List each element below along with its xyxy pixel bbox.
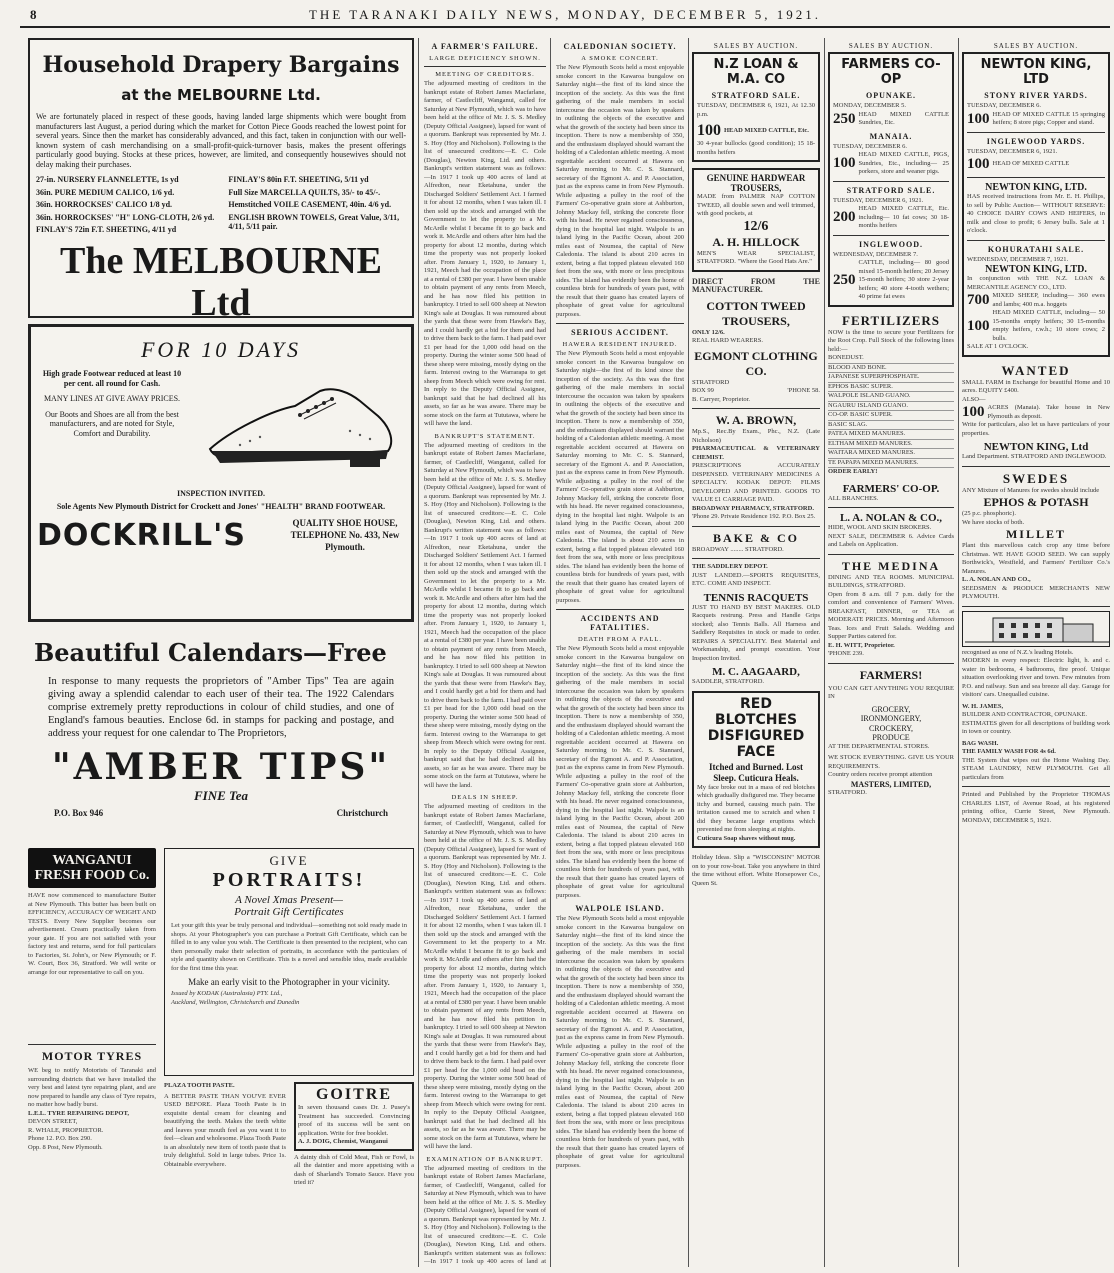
sale-place: KOHURATAHI SALE. <box>987 244 1085 254</box>
lot-number: 700 <box>967 292 990 308</box>
hardware-title: GENUINE HARDWEAR TROUSERS, <box>706 173 806 193</box>
medina-body: Open from 8 a.m. till 7 p.m. daily for the comfort and convenience of Farmers' Wives. BREAKFAST, DINNER, or TEA at MODERATE PRICES. Morning and Afternoon Teas. Ices and Fruit Salads. Wedding and Supper Parties catered for. <box>828 590 954 640</box>
shoe-icon <box>200 371 400 481</box>
bagwash-sub: THE FAMILY WASH FOR 4s 6d. <box>962 748 1056 755</box>
nz-loan-ad <box>692 52 820 162</box>
farmers-coop-title: FARMERS CO-OP <box>833 57 949 87</box>
price-item: 36in. HORROCKSES' CALICO 1/8 yd. <box>36 200 173 209</box>
price-item: ENGLISH BROWN TOWELS, Great Value, 3/11, 4/11, 5/11 pair. <box>228 212 400 231</box>
price-item: 36in. HORROCKSES' "H" LONG-CLOTH, 2/6 yd. <box>36 212 215 222</box>
sale-place: OPUNAKE. <box>866 91 916 100</box>
portraits-sub2: Portrait Gift Certificates <box>234 906 344 918</box>
millet-title: MILLET <box>1005 527 1066 541</box>
melbourne-subhead: at the MELBOURNE Ltd. <box>121 86 321 104</box>
calendars-city: Christchurch <box>336 808 388 818</box>
news-column-3 <box>424 38 546 1267</box>
calendars-po: P.O. Box 946 <box>54 808 104 818</box>
wisconsin-ad: Holiday Ideas. Slip a "WISCONSIN" MOTOR on to your row-boat. Take you anywhere in third the time without effort. White Horsepower Co., Queen St. <box>692 854 820 887</box>
masters-name: MASTERS, LIMITED, <box>850 779 932 789</box>
sale-date: TUESDAY, DECEMBER 6, 1921. <box>833 196 924 204</box>
page-number: 8 <box>30 7 40 22</box>
cotton-price: ONLY 12/6. <box>692 328 725 336</box>
motor-owner: R. WHALE, PROPRIETOR. <box>28 1126 104 1134</box>
headline: CALEDONIAN SOCIETY. <box>563 42 677 51</box>
goitre-firm: A. J. DOIG, Chemist, Wanganui <box>298 1138 388 1145</box>
fertilizer-item: BONEDUST. <box>828 354 954 364</box>
cuticura-firm: Cuticura Soap shaves without mug. <box>697 834 796 842</box>
tennis-title: TENNIS RACQUETS <box>703 591 809 604</box>
bagwash-body: THE System that wipes out the Home Washing Day. STEAM LAUNDRY, NEW PLYMOUTH. Get all particulars from <box>962 756 1110 781</box>
sale-place: MANAIA. <box>869 131 913 141</box>
hillock-sub: MEN'S WEAR SPECIALIST, STRATFORD. "Where the Good Hats Are." <box>697 249 815 265</box>
wanted-body: SMALL FARM in Exchange for beautiful Home and 10 acres. EQUITY £400. <box>962 378 1110 394</box>
sales-by-auction: SALES BY AUCTION. <box>993 42 1079 50</box>
write-body: Write for particulars, also let us have particulars of your properties. <box>962 421 1110 437</box>
article-body: The New Plymouth Scots held a most enjoyable smoke concert in the Kawaroa bungalow on Saturday night—the first of its kind since the inception of the society. As this was the first gathering of the male members in social intercourse the occasion was taken by speakers in outlining the objects of the executive and what the growth of the society had been since its inception. There is now a membership of 350, and the enthusiasm displayed should warrant the holding of a Caledonian athletic meeting. A most regrettable accident occurred at Hawera on Saturday morning to Mr. C. S. Stannard, secretary of the Egmont A. and P. Association, just as the express came in from New Plymouth. While adjusting a pulley in the roof of the Farmers' Co-operative grain store at Ashburton, Johnny Mackay fell, striking the concrete floor with his head. He never regained consciousness, dying in the hospital last night. Walpole is an island lying in the Pacific Ocean, about 200 miles east of Noumea, the capital of New Caledonia. The island is about 210 acres in extent, being a flat topped plateau elevated 160 feet from the sea, with more or less precipitous sides. The island has evidently been the home of countless birds for hundreds of years past, with the result that their guano has created layers of phosphate of great value for agricultural purposes. <box>556 645 684 899</box>
newton-king-land-sub: Land Department. STRATFORD AND INGLEWOOD. <box>962 453 1107 460</box>
lot-number: 200 <box>833 209 856 226</box>
fertilizer-item: CO-OP. BASIC SUPER. <box>828 411 954 421</box>
cuticura-headline: RED BLOTCHES DISFIGURED FACE <box>707 695 805 760</box>
masters-sub: STRATFORD. <box>828 789 867 796</box>
calendars-headline: Beautiful Calendars—Free <box>34 638 387 667</box>
ephos-body: We have stocks of both. <box>962 518 1025 526</box>
nz-loan-sale: STRATFORD SALE. <box>711 91 801 100</box>
melbourne-ad <box>28 38 414 318</box>
portraits-sub1: A Novel Xmas Present— <box>235 894 343 906</box>
fertilizer-item: WALPOLE ISLAND GUANO. <box>828 392 954 402</box>
acres-number: 100 <box>962 404 985 420</box>
goitre-ad <box>294 1082 414 1151</box>
produce: PRODUCE <box>872 733 910 742</box>
newton-king-title: NEWTON KING, LTD <box>967 57 1105 87</box>
motor-phone: Phone 12. P.O. Box 290. <box>28 1135 92 1142</box>
broadway-name: BROADWAY PHARMACY, STRATFORD. <box>692 504 814 512</box>
subhead: DEALS IN SHEEP. <box>451 794 519 801</box>
ads-column-5 <box>692 38 820 1267</box>
newton-king-sub: NEWTON KING, LTD. <box>985 264 1087 275</box>
cuticura-body: My face broke out in a mass of red blotches which gradually disfigured me. They became itchy and burned, causing much pain. The irritation caused me to scratch and when I did they became large eruptions which prevented me from sleeping at nights. <box>697 783 815 833</box>
subhead: A SMOKE CONCERT. <box>581 55 659 62</box>
sale-place: STRATFORD SALE. <box>846 185 936 195</box>
portraits-body: Let your gift this year be truly personal and individual—something not sold ready made in shops. At your Photographer's you can purchase a Portrait Gift Certificate, which can be filled in to any value you wish. The Certificate is then presented to the recipient, who can then personally make their selection of portraits, in accordance with the particulars of style and quantity shown on Certificate. This is a novel and sensible idea, made available for the first time this year. <box>171 922 407 972</box>
nz-loan-title: N.Z LOAN & M.A. CO <box>697 57 815 87</box>
egmont-owner: B. Carryer, Proprietor. <box>692 395 751 403</box>
egmont-box: BOX 99 <box>692 387 714 394</box>
melbourne-intro: We are fortunately placed in respect of these goods, having landed large shipments which were bought from manufacturers last August, a period during which the market for Cotton Piece Goods reached the lowest point for several years. Since then the market has considerably advanced, and this fact, taken in conjunction with our well-known system of cash merchandising on a small-profit-quick-turnover basis, makes the present offerings particularly good buying. Stocks at these prices, however, are limited, and consequently housewives should not delay making their purchases. <box>36 112 406 169</box>
price-item: Hemstitched VOILE CASEMENT, 40in. 4/6 yd. <box>228 200 392 209</box>
sale-date: TUESDAY, DECEMBER 6. <box>833 142 908 150</box>
hardware-price: 12/6 <box>743 218 769 234</box>
portraits-issuer2: Auckland, Wellington, Christchurch and Dunedin <box>171 998 300 1006</box>
fertilizer-item: BLOOD AND BONE. <box>828 364 954 374</box>
egmont-phone: 'PHONE 58. <box>787 387 820 394</box>
dockrill-tag: QUALITY SHOE HOUSE, TELEPHONE No. 433, New Plymouth. <box>290 518 400 552</box>
portraits-ad <box>164 848 414 1076</box>
cuticura-ad <box>692 691 820 849</box>
dockrill-agents: Sole Agents New Plymouth District for Crockett and Jones' "HEALTH" BRAND FOOTWEAR. <box>56 501 386 511</box>
sale-date: WEDNESDAY, DECEMBER 7. <box>833 250 918 258</box>
wanted-title: WANTED <box>1001 362 1071 378</box>
james-name: W. H. JAMES, <box>962 702 1004 710</box>
fertilizer-item: PATEA MIXED MANURES. <box>828 430 954 440</box>
brown-name: W. A. BROWN, <box>715 413 797 427</box>
dockrill-inspection: INSPECTION INVITED. <box>176 489 266 498</box>
fertilizer-item: EPHOS BASIC SUPER. <box>828 383 954 393</box>
lot-desc: MIXED SHEEP, including— 360 ewes and lambs; 400 m.a. hoggets <box>992 292 1105 308</box>
subhead: MEETING OF CREDITORS. <box>435 71 535 78</box>
swedes-body: ANY Mixture of Manures for swedes should include <box>962 486 1100 494</box>
fertilizers-title: FERTILIZERS <box>842 312 940 328</box>
anything: YOU CAN GET ANYTHING YOU REQUIRE IN <box>828 684 954 700</box>
dockrill-ad <box>28 324 414 622</box>
cotton-rhw: REAL HARD WEARERS. <box>692 337 763 344</box>
paste-body: A BETTER PASTE THAN YOU'VE EVER USED BEFORE. Plaza Tooth Paste is in exquisite dental cream for cleaning and beautifying the teeth. Makes the teeth white and leaves your mouth feel as you want it to feel—clean and wholesome. Plaza Tooth Paste is an absolutely new item of tooth paste that is truly delightful. Sold in large tubes. Price 1s. Obtainable everywhere. <box>164 1092 286 1168</box>
lot-desc: HEAD MIXED CATTLE Sundries, Etc. <box>858 110 949 126</box>
egmont-sub: STRATFORD <box>692 378 730 386</box>
acres-desc: ACRES (Manaia). Take house in New Plymouth as deposit. <box>987 404 1110 420</box>
article-body: The adjourned meeting of creditors in the bankrupt estate of Robert James Macfarlane, farmer, of Castlecliff, Wanganui, called for Saturday at New Plymouth, which was to have been held at the office of Mr. J. S. S. Medley (Deputy Official Assignee), lapsed for want of a quorum. Bankrupt was represented by Mr. J. S. Hoy (Hoy and Nicholson). Following is the list of unsecured creditors:—E. C. Cole (Douglas), Newton King, Ltd. and others. Bankrupt's written statement was as follows:—In 1917 I took up 400 acres of land at Alfredton, near Eketahuna, under the Discharged Soldiers' Settlement Act. I farmed it for about 12 months, when I was taken ill. I then sold up the stock and arranged with the Government to let the property to a Mr. McArdle whilst I became fit to go back and work it. McArdle and others after him had the property for about 12 months, during which time the property was not properly looked after. From January 1, 1920, to January 1, 1921, Meech had the occupation of the place at a rental of £380 per year. I have been unable to obtain payment of any rents from Meech, and he has now filed his petition in bankruptcy. I tried to sell 600 sheep at Newton King's sale at Douglas. It was rumoured about the yards that these were from Hawke's Bay, and I could hardly get a bid for them and had to drive them back to the farm. I had paid over £1 per head for the 1,000 odd head on the property. During the winter some 500 head of these sheep were missing, mostly dying on the farm. Interest owing to the Warrarapa to get sheep from Meech which were owing for rent. In reply to the Deputy Official Assignee, bankrupt said that he had declined all his assets, so far as he was aware. There may be some stock on the farm at Tututawa, where he will have the land. <box>424 80 546 427</box>
subhead: DEATH FROM A FALL. <box>578 636 662 643</box>
witt-phone: 'PHONE 239. <box>828 650 864 657</box>
sale-date: MONDAY, DECEMBER 5. <box>833 102 906 109</box>
article-body: The New Plymouth Scots held a most enjoyable smoke concert in the Kawaroa bungalow on Saturday night—the first of its kind since the inception of the society. As this was the first gathering of the male members in social intercourse the occasion was taken by speakers in outlining the objects of the executive and what the growth of the society had been since its inception. There is now a membership of 350, and the enthusiasm displayed should warrant the holding of a Caledonian athletic meeting. A most regrettable accident occurred at Hawera on Saturday morning to Mr. C. S. Stannard, secretary of the Egmont A. and P. Association, just as the express came in from New Plymouth. While adjusting a pulley in the roof of the Farmers' Co-operative grain store at Ashburton, Johnny Mackay fell, striking the concrete floor with his head. He never regained consciousness, dying in the hospital last night. Walpole is an island lying in the Pacific Ocean, about 200 miles east of Noumea, the capital of New Caledonia. The island is about 210 acres in extent, being a flat topped plateau elevated 160 feet from the sea, with more or less precipitous sides. The island has evidently been the home of countless birds for hundreds of years past, with the result that their guano has created layers of phosphate of great value for agricultural purposes. <box>556 64 684 318</box>
sale-place: STONY RIVER YARDS. <box>984 91 1088 100</box>
paste-head: PLAZA TOOTH PASTE. <box>164 1082 235 1089</box>
price-item: 27-in. NURSERY FLANNELETTE, 1s yd <box>36 175 179 184</box>
motor-firm: L.E.L. TYRE REPAIRING DEPOT, <box>28 1109 129 1117</box>
subhead: EXAMINATION OF BANKRUPT. <box>426 1155 544 1163</box>
price-item: 36in. PURE MEDIUM CALICO, 1/6 yd. <box>36 187 175 197</box>
brown-sub: Mp.S., Rec.By Exam., Phc., N.Z. (Late Nicholson) <box>692 428 820 444</box>
sale-place: INGLEWOOD YARDS. <box>986 136 1086 146</box>
wanganui-logo: WANGANUI FRESH FOOD Co. <box>28 848 156 888</box>
lot-desc: HEAD OF MIXED CATTLE <box>992 160 1070 168</box>
medina-sub: DINING AND TEA ROOMS. MUNICIPAL BUILDINGS, STRATFORD. <box>828 573 954 589</box>
lot-desc: HEAD MIXED CATTLE, Etc. <box>724 126 809 134</box>
egmont-name: EGMONT CLOTHING CO. <box>694 348 818 378</box>
all-branches: ALL BRANCHES. <box>828 494 879 502</box>
direct-label: DIRECT FROM THE MANUFACTURER. <box>692 276 820 294</box>
lot-number: 100 <box>833 155 856 172</box>
dockrill-text: MANY LINES AT GIVE AWAY PRICES. <box>43 394 181 403</box>
portraits-headline: PORTRAITS! <box>212 869 366 891</box>
headline: SERIOUS ACCIDENT. <box>571 328 669 337</box>
nolan-body: NEXT SALE, DECEMBER 6. Advice Cards and Labels on Application. <box>828 532 954 548</box>
subhead: HAWERA RESIDENT INJURED. <box>562 341 678 348</box>
james-sub: BUILDER AND CONTRACTOR, OPUNAKE. <box>962 711 1088 718</box>
stock-everything: WE STOCK EVERYTHING. GIVE US YOUR REQUIREMENTS. <box>828 754 954 770</box>
shoe-illustration <box>195 369 405 483</box>
melbourne-price-list <box>36 175 406 238</box>
order-early: ORDER EARLY! <box>828 468 878 475</box>
lot-number: 250 <box>833 110 856 127</box>
headline: WALPOLE ISLAND. <box>575 904 665 913</box>
sales-by-auction: SALES BY AUCTION. <box>848 42 934 50</box>
dockrill-text: Our Boots and Shoes are all from the best manufacturers, and are noted for Style, Comfort and Durability. <box>45 409 179 438</box>
price-item: Full Size MARCELLA QUILTS, 35/- to 45/-. <box>228 187 381 197</box>
newton-king-land: NEWTON KING, Ltd <box>983 441 1089 453</box>
lot-desc: HEAD OF MIXED CATTLE 15 springing heifers; 8 store pigs; Copper and stand. <box>992 110 1105 126</box>
motor-firm2: DEVON STREET, <box>28 1118 78 1125</box>
pharm-body: PRESCRIPTIONS ACCURATELY DISPENSED. VETERINARY MEDICINES A SPECIALTY. KODAK DEPOT: FILMS DEVELOPED AND PRINTED. GOODS TO VALUE £1 CARRIAGE PAID. <box>692 462 820 503</box>
price-item: FINLAY'S 72in F.T. SHEETING, 4/11 yd <box>36 225 177 234</box>
farmers-coop-ad <box>828 52 954 307</box>
farmers-headline: FARMERS! <box>859 667 923 682</box>
saddlery-body: JUST LANDED.—SPORTS REQUISITES, ETC. COME AND INSPECT. <box>692 571 820 587</box>
newton-king-sub: NEWTON KING, LTD. <box>985 182 1087 193</box>
bagwash-title: BAG WASH. <box>962 739 999 747</box>
sale-date: TUESDAY, DECEMBER 6, 1921. <box>967 147 1058 155</box>
goitre-headline: GOITRE <box>315 1086 392 1103</box>
nolan-name: L. A. NOLAN & CO., <box>839 512 943 524</box>
newton-king-ad <box>962 52 1110 357</box>
newton-king-body: HAS received instructions from Mr. E. H. Phillips, to sell by Public Auction— WITHOUT RESERVE: 40 CHOICE DAIRY COWS AND HEIFERS, in milk and close to profit; 6 Jersey bulls. Sale at 1 o'clock. <box>967 193 1105 234</box>
bake-sub: BROADWAY ........ STRATFORD. <box>692 545 784 553</box>
dockrill-name: DOCKRILL'S <box>37 517 246 553</box>
broadway-phone: 'Phone 29. Private Residence 192. P.O. Box 25. <box>692 513 816 520</box>
fertilizer-item: WAITARA MIXED MANURES. <box>828 449 954 459</box>
james-body: ESTIMATES given for all descriptions of building work in town or country. <box>962 719 1110 735</box>
saddlery-title: THE SADDLERY DEPOT. <box>692 563 768 570</box>
ad-column-left <box>28 38 414 1267</box>
hillock-ad <box>692 168 820 272</box>
hotel-building-icon <box>963 612 1109 646</box>
dockrill-text: High grade Footwear reduced at least 10 per cent. all round for Cash. <box>42 369 182 388</box>
fertilizer-item: JAPANESE SUPERPHOSPHATE. <box>828 373 954 383</box>
goitre-body: In seven thousand cases Dr. J. Pusey's Treatment has succeeded. Convincing proof of its success will be sent on application. Write for free booklet. <box>298 1104 410 1137</box>
hotel-body: MODERN in every respect: Electric light, h. and c. water in bedrooms, 4 bathrooms, fire proof. Unique situation overlooking river and town. Few minutes from P.O. and railway. Sun and sea breeze all day. Garage for visitors' cars. Unequalled cuisine. <box>962 657 1110 698</box>
motor-body: WE beg to notify Motorists of Taranaki and surrounding districts that we have installed the very best and latest tyre repairing plant, and are now prepared to handle any class of Tyre repairs, no matter how badly burst. <box>28 1067 156 1108</box>
hotel-sub: recognised as one of N.Z.'s leading Hotels. <box>962 648 1074 656</box>
fertilizers-list <box>828 354 954 468</box>
lot-number: 100 <box>967 317 990 334</box>
lot-number: 100 <box>697 122 721 139</box>
article-body: The New Plymouth Scots held a most enjoyable smoke concert in the Kawaroa bungalow on Saturday night—the first of its kind since the inception of the society. As this was the first gathering of the male members in social intercourse the occasion was taken by speakers in outlining the objects of the executive and what the growth of the society had been since its inception. There is now a membership of 350, and the enthusiasm displayed should warrant the holding of a Caledonian athletic meeting. A most regrettable accident occurred at Hawera on Saturday morning to Mr. C. S. Stannard, secretary of the Egmont A. and P. Association, just as the express came in from New Plymouth. While adjusting a pulley in the roof of the Farmers' Co-operative grain store at Ashburton, Johnny Mackay fell, striking the concrete floor with his head. He never regained consciousness, dying in the hospital last night. Walpole is an island lying in the Pacific Ocean, about 200 miles east of Noumea, the capital of New Caledonia. The island is about 210 acres in extent, being a flat topped plateau elevated 160 feet from the sea, with more or less precipitous sides. The island has evidently been the home of countless birds for hundreds of years past, with the result that their guano has created layers of phosphate of great value for agricultural purposes. <box>556 915 684 1169</box>
aagaard-sub: SADDLER, STRATFORD. <box>692 678 765 685</box>
country-orders: Country orders receive prompt attention <box>828 771 933 778</box>
left-small-ads <box>28 848 156 1168</box>
sale-date: WEDNESDAY, DECEMBER 7, 1921. <box>967 255 1069 263</box>
nolan-sub: HIDE, WOOL AND SKIN BROKERS. <box>828 524 932 531</box>
medina-name: THE MEDINA <box>841 558 941 573</box>
ironmongery: IRONMONGERY, <box>860 714 922 723</box>
portraits-give: GIVE <box>269 853 309 868</box>
millet-body: Plant this marvellous catch crop any time before Christmas. WE HAVE GOOD SEED. We can supply Borthwick's, Westfield, and Farmers' Fertilizer Co.'s Manures. <box>962 542 1110 575</box>
ephos-title: EPHOS & POTASH <box>983 495 1089 509</box>
lot-sub: 30 4-year bullocks (good condition); 15 18-months heifers <box>697 140 815 156</box>
crockery: CROCKERY, <box>868 723 914 733</box>
swedes-title: SWEDES <box>1002 470 1070 486</box>
lot-number: 250 <box>833 271 856 288</box>
aagaard-name: M. C. AAGAARD, <box>712 666 800 678</box>
nz-loan-date: TUESDAY, DECEMBER 6, 1921, At 12.30 p.m. <box>697 102 815 118</box>
lot-desc: HEAD MIXED CATTLE, including— 50 15-months empty heifers; 30 15-months empty heifers, r.w.h.; 10 store cows; 2 bulls. <box>992 309 1105 342</box>
portraits-issuer: Issued by KODAK (Australasia) PTY. Ltd., <box>171 990 283 997</box>
sale-time: SALE AT 1 O'CLOCK. <box>967 343 1029 350</box>
cotton-title: COTTON TWEED TROUSERS, <box>706 298 806 328</box>
hardware-body: MADE from PALMER NAP COTTON TWEED, all double sewn and well trimmed, with good pockets, at <box>697 193 815 217</box>
masthead <box>20 4 1110 28</box>
newton-king-conj: In conjunction with THE N.Z. LOAN & MERCANTILE AGENCY CO., LTD. <box>967 275 1105 291</box>
imprint: Printed and Published by the Proprietor THOMAS CHARLES LIST, of Avenue Road, at his registered printing office, Currie Street, New Plymouth. MONDAY, DECEMBER 5, 1921. <box>962 791 1110 824</box>
subhead: BANKRUPT'S STATEMENT. <box>434 432 536 440</box>
lot-desc: HEAD MIXED CATTLE, Etc. including— 10 fat cows; 30 18-months heifers <box>858 205 949 229</box>
news-column-4 <box>556 38 684 1267</box>
portraits-cta: Make an early visit to the Photographer in your vicinity. <box>188 977 390 987</box>
price-item: FINLAY'S 80in F.T. SHEETING, 5/11 yd <box>228 175 369 184</box>
ads-column-7 <box>962 38 1110 1267</box>
headline: A FARMER'S FAILURE. <box>431 42 539 51</box>
article-body: The adjourned meeting of creditors in the bankrupt estate of Robert James Macfarlane, farmer, of Castlecliff, Wanganui, called for Saturday at New Plymouth, which was to have been held at the office of Mr. J. S. S. Medley (Deputy Official Assignee), lapsed for want of a quorum. Bankrupt was represented by Mr. J. S. Hoy (Hoy and Nicholson). Following is the list of unsecured creditors:—E. C. Cole (Douglas), Newton King, Ltd. and others. Bankrupt's written statement was as follows:—In 1917 I took up 400 acres of land at Alfredton, near Eketahuna, under the Discharged Soldiers' Settlement Act. I farmed it for about 12 months, when I was taken ill. I then sold up the stock and arranged with the Government to let the property to a Mr. McArdle whilst I became fit to go back and work it. McArdle and others after him had the property for about 12 months, during which time the property was not properly looked after. From January 1, 1920, to January 1, 1921, Meech had the occupation of the place at a rental of £380 per year. I have been unable to obtain payment of any rents from Meech, and he has now filed his petition in bankruptcy. I tried to sell 600 sheep at Newton King's sale at Douglas. It was rumoured about the yards that these were from Hawke's Bay, and I could hardly get a bid for them and had to drive them back to the farm. I had paid over £1 per head for the 1,000 odd head on the property. During the winter some 500 head of these sheep were missing, mostly dying on the farm. Interest owing to the Warrarapa to get sheep from Meech which were owing for rent. In reply to the Deputy Official Assignee, bankrupt said that he had declined all his assets, so far as he was aware. There may be some stock on the farm at Tututawa, where he will have the land. <box>424 441 546 789</box>
cuticura-sub: Itched and Burned. Lost Sleep. Cuticura Heals. <box>708 761 804 783</box>
hotel-illustration <box>962 611 1110 647</box>
fertilizers-body: NOW is the time to secure your Fertilizers for the Root Crop. Full Stock of the following lines held:— <box>828 328 954 353</box>
also-label: ALSO— <box>962 395 986 403</box>
sale-place: INGLEWOOD. <box>858 239 923 249</box>
subhead: LARGE DEFICIENCY SHOWN. <box>429 55 541 62</box>
ads-column-6 <box>828 38 954 1267</box>
fertilizer-item: BASIC SLAG. <box>828 421 954 431</box>
headline: ACCIDENTS AND FATALITIES. <box>580 614 660 632</box>
calendars-ad <box>28 628 414 842</box>
melbourne-headline: Household Drapery Bargains <box>42 52 400 78</box>
bake-name: BAKE & CO <box>712 530 799 545</box>
motor-opp: Opp. 8 Post, New Plymouth. <box>28 1143 103 1151</box>
article-body: The adjourned meeting of creditors in the bankrupt estate of Robert James Macfarlane, farmer, of Castlecliff, Wanganui, called for Saturday at New Plymouth, which was to have been held at the office of Mr. J. S. S. Medley (Deputy Official Assignee), lapsed for want of a quorum. Bankrupt was represented by Mr. J. S. Hoy (Hoy and Nicholson). Following is the list of unsecured creditors:—E. C. Cole (Douglas), Newton King, Ltd. and others. Bankrupt's written statement was as follows:—In 1917 I took up 400 acres of land at Alfredton, near Eketahuna, under the Discharged Soldiers' Settlement Act. I farmed it for about 12 months, when I was taken ill. I then sold up the stock and arranged with the Government to let the property to a Mr. McArdle whilst I became fit to go back and work it. McArdle and others after him had the property for about 12 months, during which time the property was not properly looked after. From January 1, 1920, to January 1, 1921, Meech had the occupation of the place at a rental of £380 per year. I have been unable to obtain payment of any rents from Meech, and he has now filed his petition in bankruptcy. I tried to sell 600 sheep at Newton King's sale at Douglas. It was rumoured about the yards that these were from Hawke's Bay, and I could hardly get a bid for them and had to drive them back to the farm. I had paid over £1 per head for the 1,000 odd head on the property. During the winter some 500 head of these sheep were missing, mostly dying on the farm. Interest owing to the Warrarapa to get sheep from Meech which were owing for rent. In reply to the Deputy Official Assignee, bankrupt said that he had declined all his assets, so far as he was aware. There may be some stock on the farm at Tututawa, where he will have the land. <box>424 803 546 1150</box>
article-body: The New Plymouth Scots held a most enjoyable smoke concert in the Kawaroa bungalow on Saturday night—the first of its kind since the inception of the society. As this was the first gathering of the male members in social intercourse the occasion was taken by speakers in outlining the objects of the executive and what the growth of the society had been since its inception. There is now a membership of 350, and the enthusiasm displayed should warrant the holding of a Caledonian athletic meeting. A most regrettable accident occurred at Hawera on Saturday morning to Mr. C. S. Stannard, secretary of the Egmont A. and P. Association, just as the express came in from New Plymouth. While adjusting a pulley in the roof of the Farmers' Co-operative grain store at Ashburton, Johnny Mackay fell, striking the concrete floor with his head. He never regained consciousness, dying in the hospital last night. Walpole is an island lying in the Pacific Ocean, about 200 miles east of Noumea, the capital of New Caledonia. The island is about 210 acres in extent, being a flat topped plateau elevated 160 feet from the sea, with more or less precipitous sides. The island has evidently been the home of countless birds for hundreds of years past, with the result that their guano has created layers of phosphate of great value for agricultural purposes. <box>556 350 684 604</box>
newspaper-title: THE TARANAKI DAILY NEWS, MONDAY, DECEMBER 5, 1921. <box>308 7 822 22</box>
sales-by-auction: SALES BY AUCTION. <box>713 42 799 50</box>
lot-number: 100 <box>967 156 990 172</box>
fertilizer-item: TE PAPAPA MIXED MANURES. <box>828 459 954 469</box>
calendars-body: In response to many requests the proprietors of "Amber Tips" Tea are again giving away a splendid calendar to each user of their tea. The 1922 Calendars comprise extremely pretty reproductions in colour of child studies, and one of England's famous beauties. Enclose 6d. in stamps for packing and postage, and address your request for one calendar to The Proprietors, <box>48 676 394 739</box>
wanganui-body: HAVE now commenced to manufacture Butter at New Plymouth. This butter has been built on EFFICIENCY, ACCURACY OF WEIGHT AND TESTS. Every New Supplier becomes our advertisement. Cream practically taken from your gate. If you are not satisfied with your factory test and returns, send for full particulars to Factories, St. John's, or New Plymouth; or F. W. Court, Box 36, Stratford. We will write or arrange for our representative to call on you. <box>28 892 156 976</box>
ephos-sub: (25 p.c. phosphoric). <box>962 510 1016 517</box>
lot-desc: CATTLE, including— 80 good mixed 15-month heifers; 20 Jersey 15-month heifers; 30 store 2-year heifers; 40 store 4-tooth wethers; 40 prime fat ewes <box>858 259 949 300</box>
article-body: The adjourned meeting of creditors in the bankrupt estate of Robert James Macfarlane, farmer, of Castlecliff, Wanganui, called for Saturday at New Plymouth, which was to have been held at the office of Mr. J. S. S. Medley (Deputy Official Assignee), lapsed for want of a quorum. Bankrupt was represented by Mr. J. S. Hoy (Hoy and Nicholson). Following is the list of unsecured creditors:—E. C. Cole (Douglas), Newton King, Ltd. and others. Bankrupt's written statement was as follows:—In 1917 I took up 400 acres of land at <box>424 1164 546 1265</box>
fertilizer-item: NGAURU ISLAND GUANO. <box>828 402 954 412</box>
pharm-title: PHARMACEUTICAL & VETERINARY CHEMIST. <box>692 445 820 461</box>
melbourne-logo: The MELBOURNE Ltd <box>60 239 382 318</box>
hillock-name: A. H. HILLOCK <box>712 234 800 249</box>
amber-tips-sub: FINE Tea <box>193 788 249 803</box>
sale-date: TUESDAY, DECEMBER 6. <box>967 102 1042 109</box>
wanganui-ad <box>28 848 156 1038</box>
witt-name: E. H. WITT, Proprietor. <box>828 641 895 649</box>
amber-tips-brand: "AMBER TIPS" <box>51 746 391 788</box>
motor-headline: MOTOR TYRES <box>41 1049 143 1063</box>
nolan-seeds-sub: SEEDSMEN & PRODUCE MERCHANTS NEW PLYMOUTH. <box>962 584 1110 600</box>
fertilizer-item: ELTHAM MIXED MANURES. <box>828 440 954 450</box>
lot-desc: HEAD MIXED CATTLE, PIGS, Sundries, Etc., including— 25 porkers, store and weaner pigs. <box>858 151 949 175</box>
tennis-body: JUST TO HAND BY BEST MAKERS. OLD Racquets restrung. Press and Handle Grips stocked; also Tennis Balls. All Harness and Saddlery Requisites in stock or made to order. REPAIRS A SPECIALITY. Best Material and Workmanship, and prompt execution. Your Inspection Invited. <box>692 603 820 662</box>
dept-stores: AT THE DEPARTMENTAL STORES. <box>828 742 930 750</box>
lot-number: 100 <box>967 110 990 127</box>
sauce-body: A dainty dish of Cold Meat, Fish or Fowl, is all the daintier and more appetising with a dash of Sharland's Tomato Sauce. Have you tried it? <box>294 1153 414 1186</box>
grocery: GROCERY, <box>871 704 911 714</box>
farmers-coop-footer: FARMERS' CO-OP. <box>842 482 940 495</box>
nolan-seeds-name: L. A. NOLAN AND CO., <box>962 576 1031 583</box>
dockrill-headline: FOR 10 DAYS <box>140 337 302 362</box>
